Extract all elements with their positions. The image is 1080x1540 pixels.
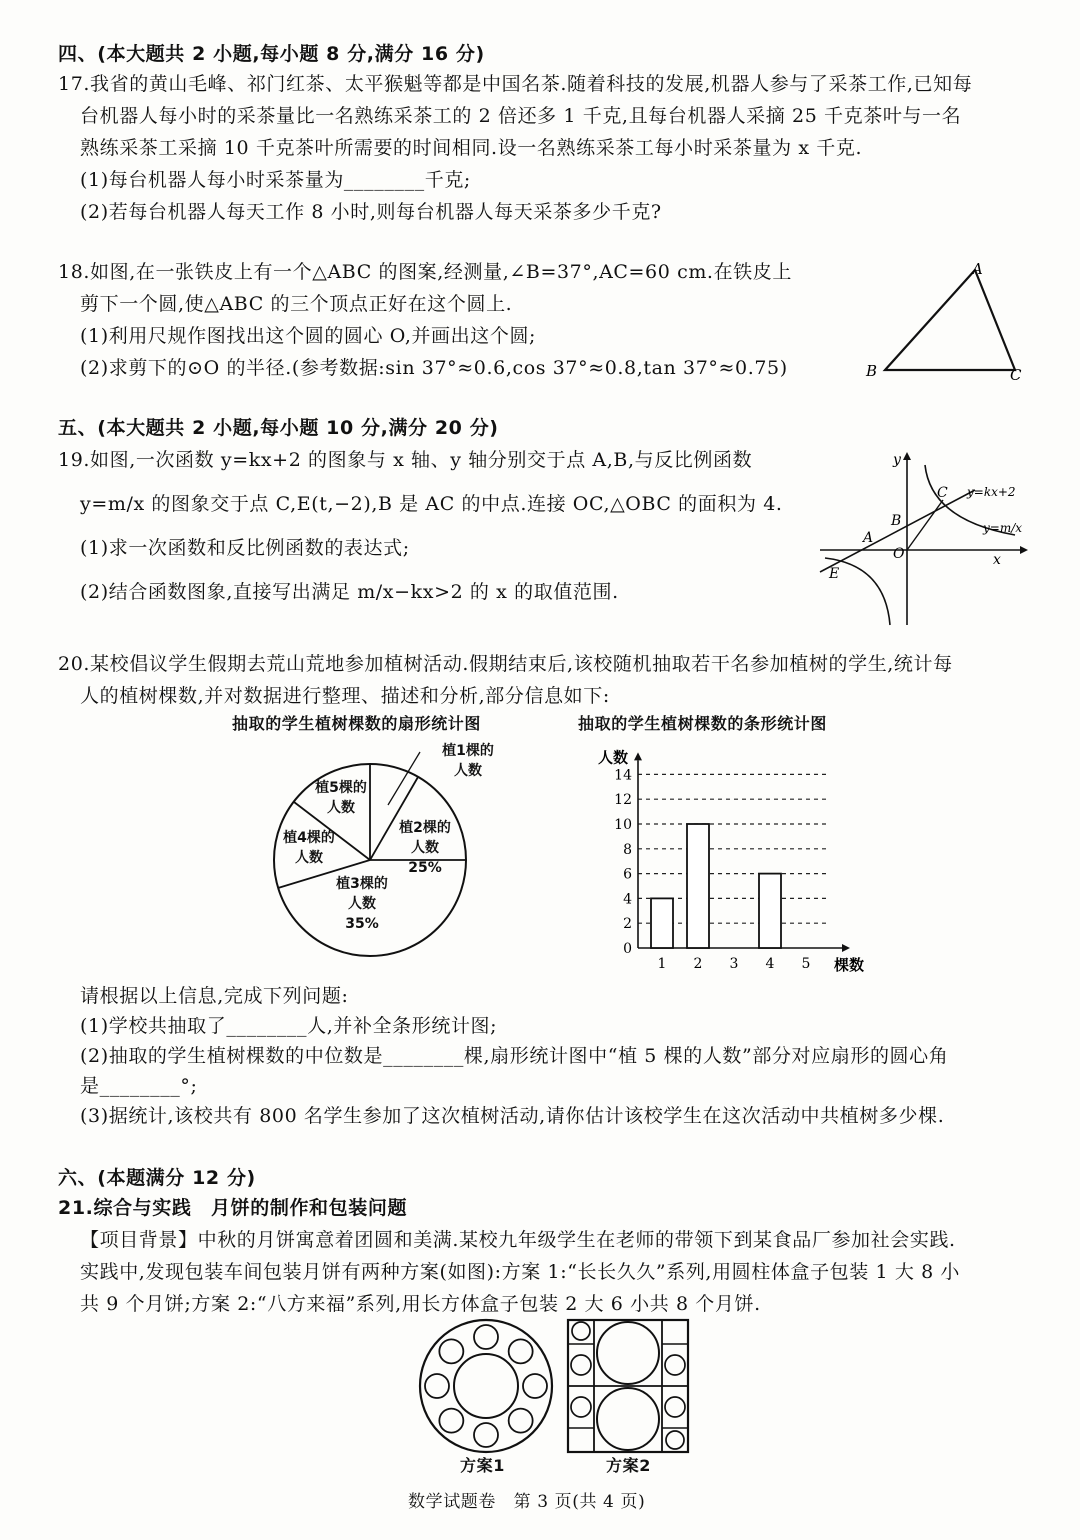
bar-count-1 [651, 898, 673, 948]
q19-part2: (2)结合函数图象,直接写出满足 m/x−kx>2 的 x 的取值范围. [80, 581, 619, 603]
q21-line3: 共 9 个月饼;方案 2:“八方来福”系列,用长方体盒子包装 2 大 6 小共 8 个月饼. [80, 1293, 761, 1315]
bar-x-tick-label: 4 [765, 956, 775, 972]
bar-y-tick-label: 6 [623, 866, 632, 883]
plan2-large-mooncake [597, 1322, 659, 1384]
plan2-small-mooncake [571, 1397, 591, 1417]
bar-x-tick-label: 1 [657, 956, 667, 972]
plan1-large-mooncake [454, 1354, 518, 1418]
plan2-small-mooncake [572, 1322, 590, 1340]
q18-part1: (1)利用尺规作图找出这个圆的圆心 O,并画出这个圆; [80, 325, 537, 347]
vertex-c-label: C [1010, 366, 1022, 384]
page-footer: 数学试题卷 第 3 页(共 4 页) [408, 1492, 646, 1512]
bar-chart-title: 抽取的学生植树棵数的条形统计图 [578, 714, 828, 733]
q17-line2: 台机器人每小时的采茶量比一名熟练采茶工的 2 倍还多 1 千克,且每台机器人采摘 25 千克茶叶与一名 [80, 105, 962, 127]
q20-intro: 请根据以上信息,完成下列问题: [80, 985, 349, 1007]
bar-y-axis-arrow [634, 752, 642, 760]
bar-y-tick-label: 2 [623, 916, 632, 933]
point-b-label: B [891, 513, 902, 529]
section6-heading: 六、(本题满分 12 分) [58, 1167, 256, 1189]
q17-part2: (2)若每台机器人每天工作 8 小时,则每台机器人每天采茶多少千克? [80, 201, 662, 223]
plan2-caption: 方案2 [606, 1456, 651, 1475]
q20-part3: (3)据统计,该校共有 800 名学生参加了这次植树活动,请你估计该校学生在这次活动中共植树多少棵. [80, 1105, 945, 1127]
q19-part1: (1)求一次函数和反比例函数的表达式; [80, 537, 410, 559]
plan2-large-mooncake [597, 1388, 659, 1450]
pie-leader-line [388, 752, 420, 805]
q21-line2: 实践中,发现包装车间包装月饼有两种方案(如图):方案 1:“长长久久”系列,用圆柱体盒子包装 1 大 8 小 [80, 1261, 960, 1283]
q20-part1: (1)学校共抽取了________人,并补全条形统计图; [80, 1015, 498, 1037]
pie-chart-title: 抽取的学生植树棵数的扇形统计图 [232, 714, 482, 733]
q19-line2: y=m/x 的图象交于点 C,E(t,−2),B 是 AC 的中点.连接 OC,△OBC 的面积为 4. [80, 493, 783, 515]
plan1-small-mooncake [474, 1423, 498, 1447]
plan2-small-mooncake [665, 1355, 685, 1375]
bar-y-tick-label: 0 [623, 941, 632, 957]
bar-count-2 [687, 824, 709, 948]
pie-label-4: 植4棵的人数 [283, 830, 335, 866]
bar-x-tick-label: 5 [801, 956, 811, 972]
q17-line3: 熟练采茶工采摘 10 千克茶叶所需要的时间相同.设一名熟练采茶工每小时采茶量为 x 千克. [80, 137, 863, 159]
plan2-square-box [566, 1318, 690, 1454]
section4-heading: 四、(本大题共 2 小题,每小题 8 分,满分 16 分) [58, 43, 485, 65]
q21-title: 21.综合与实践 月饼的制作和包装问题 [58, 1197, 408, 1219]
plan1-small-mooncake [509, 1339, 533, 1363]
plan1-small-mooncake [439, 1409, 463, 1433]
y-axis-arrow [903, 452, 911, 460]
plan1-round-box [418, 1318, 554, 1454]
plan1-caption: 方案1 [460, 1456, 505, 1475]
plan1-small-mooncake [523, 1374, 547, 1398]
q19-line1: 19.如图,一次函数 y=kx+2 的图象与 x 轴、y 轴分别交于点 A,B,与反比例函数 [58, 449, 753, 471]
q21-line1: 【项目背景】中秋的月饼寓意着团圆和美满.某校九年级学生在老师的带领下到某食品厂参加社会实践. [80, 1229, 956, 1251]
function-graph [815, 450, 1035, 630]
pie-label-5: 植5棵的人数 [315, 780, 367, 816]
plan2-small-mooncake [571, 1355, 591, 1375]
vertex-b-label: B [866, 362, 878, 380]
line-equation-label: y=kx+2 [967, 485, 1016, 499]
bar-y-axis-title: 人数 [598, 748, 629, 767]
bar-x-tick-label: 2 [693, 956, 703, 972]
q17-line1: 17.我省的黄山毛峰、祁门红茶、太平猴魁等都是中国名茶.随着科技的发展,机器人参与了采茶工作,已知每 [58, 73, 973, 95]
q20-line2: 人的植树棵数,并对数据进行整理、描述和分析,部分信息如下: [80, 685, 610, 707]
plan2-small-mooncake [666, 1431, 684, 1449]
point-c-label: C [937, 485, 948, 501]
triangle-figure [860, 260, 1040, 390]
point-a-label: A [863, 530, 874, 546]
q18-part2: (2)求剪下的⊙O 的半径.(参考数据:sin 37°≈0.6,cos 37°≈0.8,tan 37°≈0.75) [80, 357, 788, 379]
x-axis-arrow [1020, 546, 1028, 554]
segment-oc [907, 500, 943, 550]
origin-label: O [893, 546, 905, 562]
bar-chart [590, 740, 870, 980]
y-axis-label: y [893, 452, 901, 468]
bar-y-tick-label: 8 [623, 841, 632, 858]
q20-line1: 20.某校倡议学生假期去荒山荒地参加植树活动.假期结束后,该校随机抽取若干名参加植树的学生,统计每 [58, 653, 953, 675]
curve-equation-label: y=m/x [983, 521, 1023, 535]
pie-label-3: 植3棵的人数 35% [336, 876, 388, 932]
bar-x-axis-title: 棵数 [834, 956, 865, 974]
q20-part2a: (2)抽取的学生植树棵数的中位数是________棵,扇形统计图中“植 5 棵的人数”部分对应扇形的圆心角 [80, 1045, 949, 1067]
bar-y-tick-label: 14 [614, 767, 632, 784]
bar-x-axis-arrow [842, 944, 850, 952]
plan1-small-mooncake [474, 1325, 498, 1349]
plan1-small-mooncake [509, 1409, 533, 1433]
bar-y-tick-label: 12 [614, 792, 632, 809]
plan2-small-mooncake [665, 1397, 685, 1417]
bar-y-tick-label: 10 [614, 817, 632, 833]
section5-heading: 五、(本大题共 2 小题,每小题 10 分,满分 20 分) [58, 417, 499, 439]
bar-y-tick-label: 4 [623, 891, 632, 908]
q18-line2: 剪下一个圆,使△ABC 的三个顶点正好在这个圆上. [80, 293, 513, 315]
triangle-abc [885, 270, 1015, 370]
x-axis-label: x [993, 552, 1001, 568]
pie-label-2: 植2棵的人数 25% [399, 820, 451, 876]
bar-count-4 [759, 874, 781, 948]
bar-x-tick-label: 3 [729, 956, 739, 972]
q17-part1: (1)每台机器人每小时采茶量为________千克; [80, 169, 471, 191]
q20-part2b: 是________°; [80, 1075, 198, 1097]
plan1-small-mooncake [439, 1339, 463, 1363]
q18-line1: 18.如图,在一张铁皮上有一个△ABC 的图案,经测量,∠B=37°,AC=60 cm.在铁皮上 [58, 261, 792, 283]
point-e-label: E [829, 566, 840, 582]
plan1-box-outline [420, 1320, 552, 1452]
plan1-small-mooncake [425, 1374, 449, 1398]
pie-label-1: 植1棵的人数 [442, 743, 494, 779]
vertex-a-label: A [972, 260, 983, 278]
